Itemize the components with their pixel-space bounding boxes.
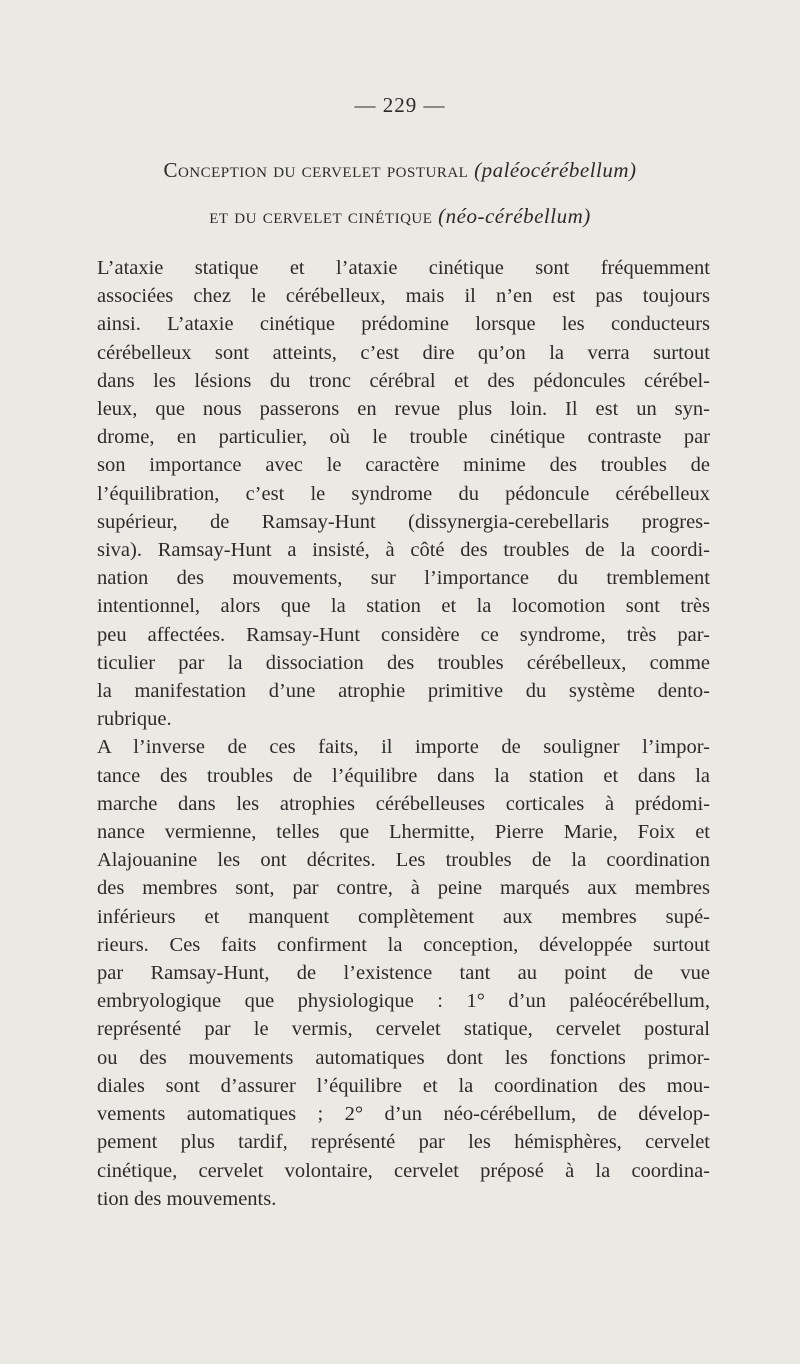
text-line: siva). Ramsay-Hunt a insisté, à côté des troubles de la coordi- — [97, 539, 710, 562]
text-line: intentionnel, alors que la station et la locomotion sont très — [97, 595, 710, 618]
page-number: — 229 — — [354, 93, 446, 117]
section-heading-line-2 — [0, 204, 800, 229]
text-line: inférieurs et manquent complètement aux membres supé- — [97, 905, 710, 928]
text-line: la manifestation d’une atrophie primitive du système dento- — [97, 680, 710, 703]
text-line: peu affectées. Ramsay-Hunt considère ce syndrome, très par- — [97, 623, 710, 646]
heading-line-1-italic: (paléocérébellum) — [474, 158, 637, 182]
paragraph-2 — [97, 733, 710, 1212]
paragraph-1 — [97, 254, 710, 733]
text-line: drome, en particulier, où le trouble cinétique contraste par — [97, 426, 710, 449]
text-line: des membres sont, par contre, à peine marqués aux membres — [97, 877, 710, 900]
text-line: diales sont d’assurer l’équilibre et la coordination des mou- — [97, 1074, 710, 1097]
text-line: L’ataxie statique et l’ataxie cinétique sont fréquemment — [97, 257, 710, 279]
text-line: ainsi. L’ataxie cinétique prédomine lorsque les conducteurs — [97, 313, 710, 336]
text-line: ou des mouvements automatiques dont les fonctions primor- — [97, 1046, 710, 1069]
text-line: vements automatiques ; 2° d’un néo-cérébellum, de dévelop- — [97, 1103, 710, 1126]
heading-line-2-text: et du cervelet cinétique — [209, 204, 433, 228]
text-line: supérieur, de Ramsay-Hunt (dissynergia-cerebellaris progres- — [97, 510, 710, 533]
text-line: associées chez le cérébelleux, mais il n’en est pas toujours — [97, 285, 710, 308]
text-line: dans les lésions du tronc cérébral et des pédoncules cérébel- — [97, 369, 710, 392]
text-line: nation des mouvements, sur l’importance du tremblement — [97, 567, 710, 590]
text-line: tance des troubles de l’équilibre dans la station et dans la — [97, 764, 710, 787]
body-text — [97, 254, 710, 1213]
text-line: marche dans les atrophies cérébelleuses corticales à prédomi- — [97, 792, 710, 815]
heading-line-1-text: Conception du cervelet postural — [163, 158, 469, 182]
text-line: nance vermienne, telles que Lhermitte, Pierre Marie, Foix et — [97, 821, 710, 844]
heading-line-2-italic: (néo-cérébellum) — [438, 204, 591, 228]
text-line: rieurs. Ces faits confirment la conception, développée surtout — [97, 933, 710, 956]
section-heading-line-1 — [0, 158, 800, 183]
text-line: rubrique. — [97, 708, 172, 731]
text-line: représenté par le vermis, cervelet statique, cervelet postural — [97, 1018, 710, 1041]
text-line: son importance avec le caractère minime des troubles de — [97, 454, 710, 477]
text-line: cinétique, cervelet volontaire, cervelet préposé à la coordina- — [97, 1159, 710, 1182]
text-line: Alajouanine les ont décrites. Les troubles de la coordination — [97, 849, 710, 872]
text-line: l’équilibration, c’est le syndrome du pédoncule cérébelleux — [97, 482, 710, 505]
text-line: pement plus tardif, représenté par les hémisphères, cervelet — [97, 1131, 710, 1154]
text-line: leux, que nous passerons en revue plus loin. Il est un syn- — [97, 398, 710, 421]
text-line: tion des mouvements. — [97, 1187, 277, 1210]
text-line: embryologique que physiologique : 1° d’un paléocérébellum, — [97, 990, 710, 1013]
text-line: ticulier par la dissociation des troubles cérébelleux, comme — [97, 651, 710, 674]
text-line: A l’inverse de ces faits, il importe de souligner l’impor- — [97, 736, 710, 759]
text-line: par Ramsay-Hunt, de l’existence tant au point de vue — [97, 962, 710, 985]
text-line: cérébelleux sont atteints, c’est dire qu’on la verra surtout — [97, 341, 710, 364]
